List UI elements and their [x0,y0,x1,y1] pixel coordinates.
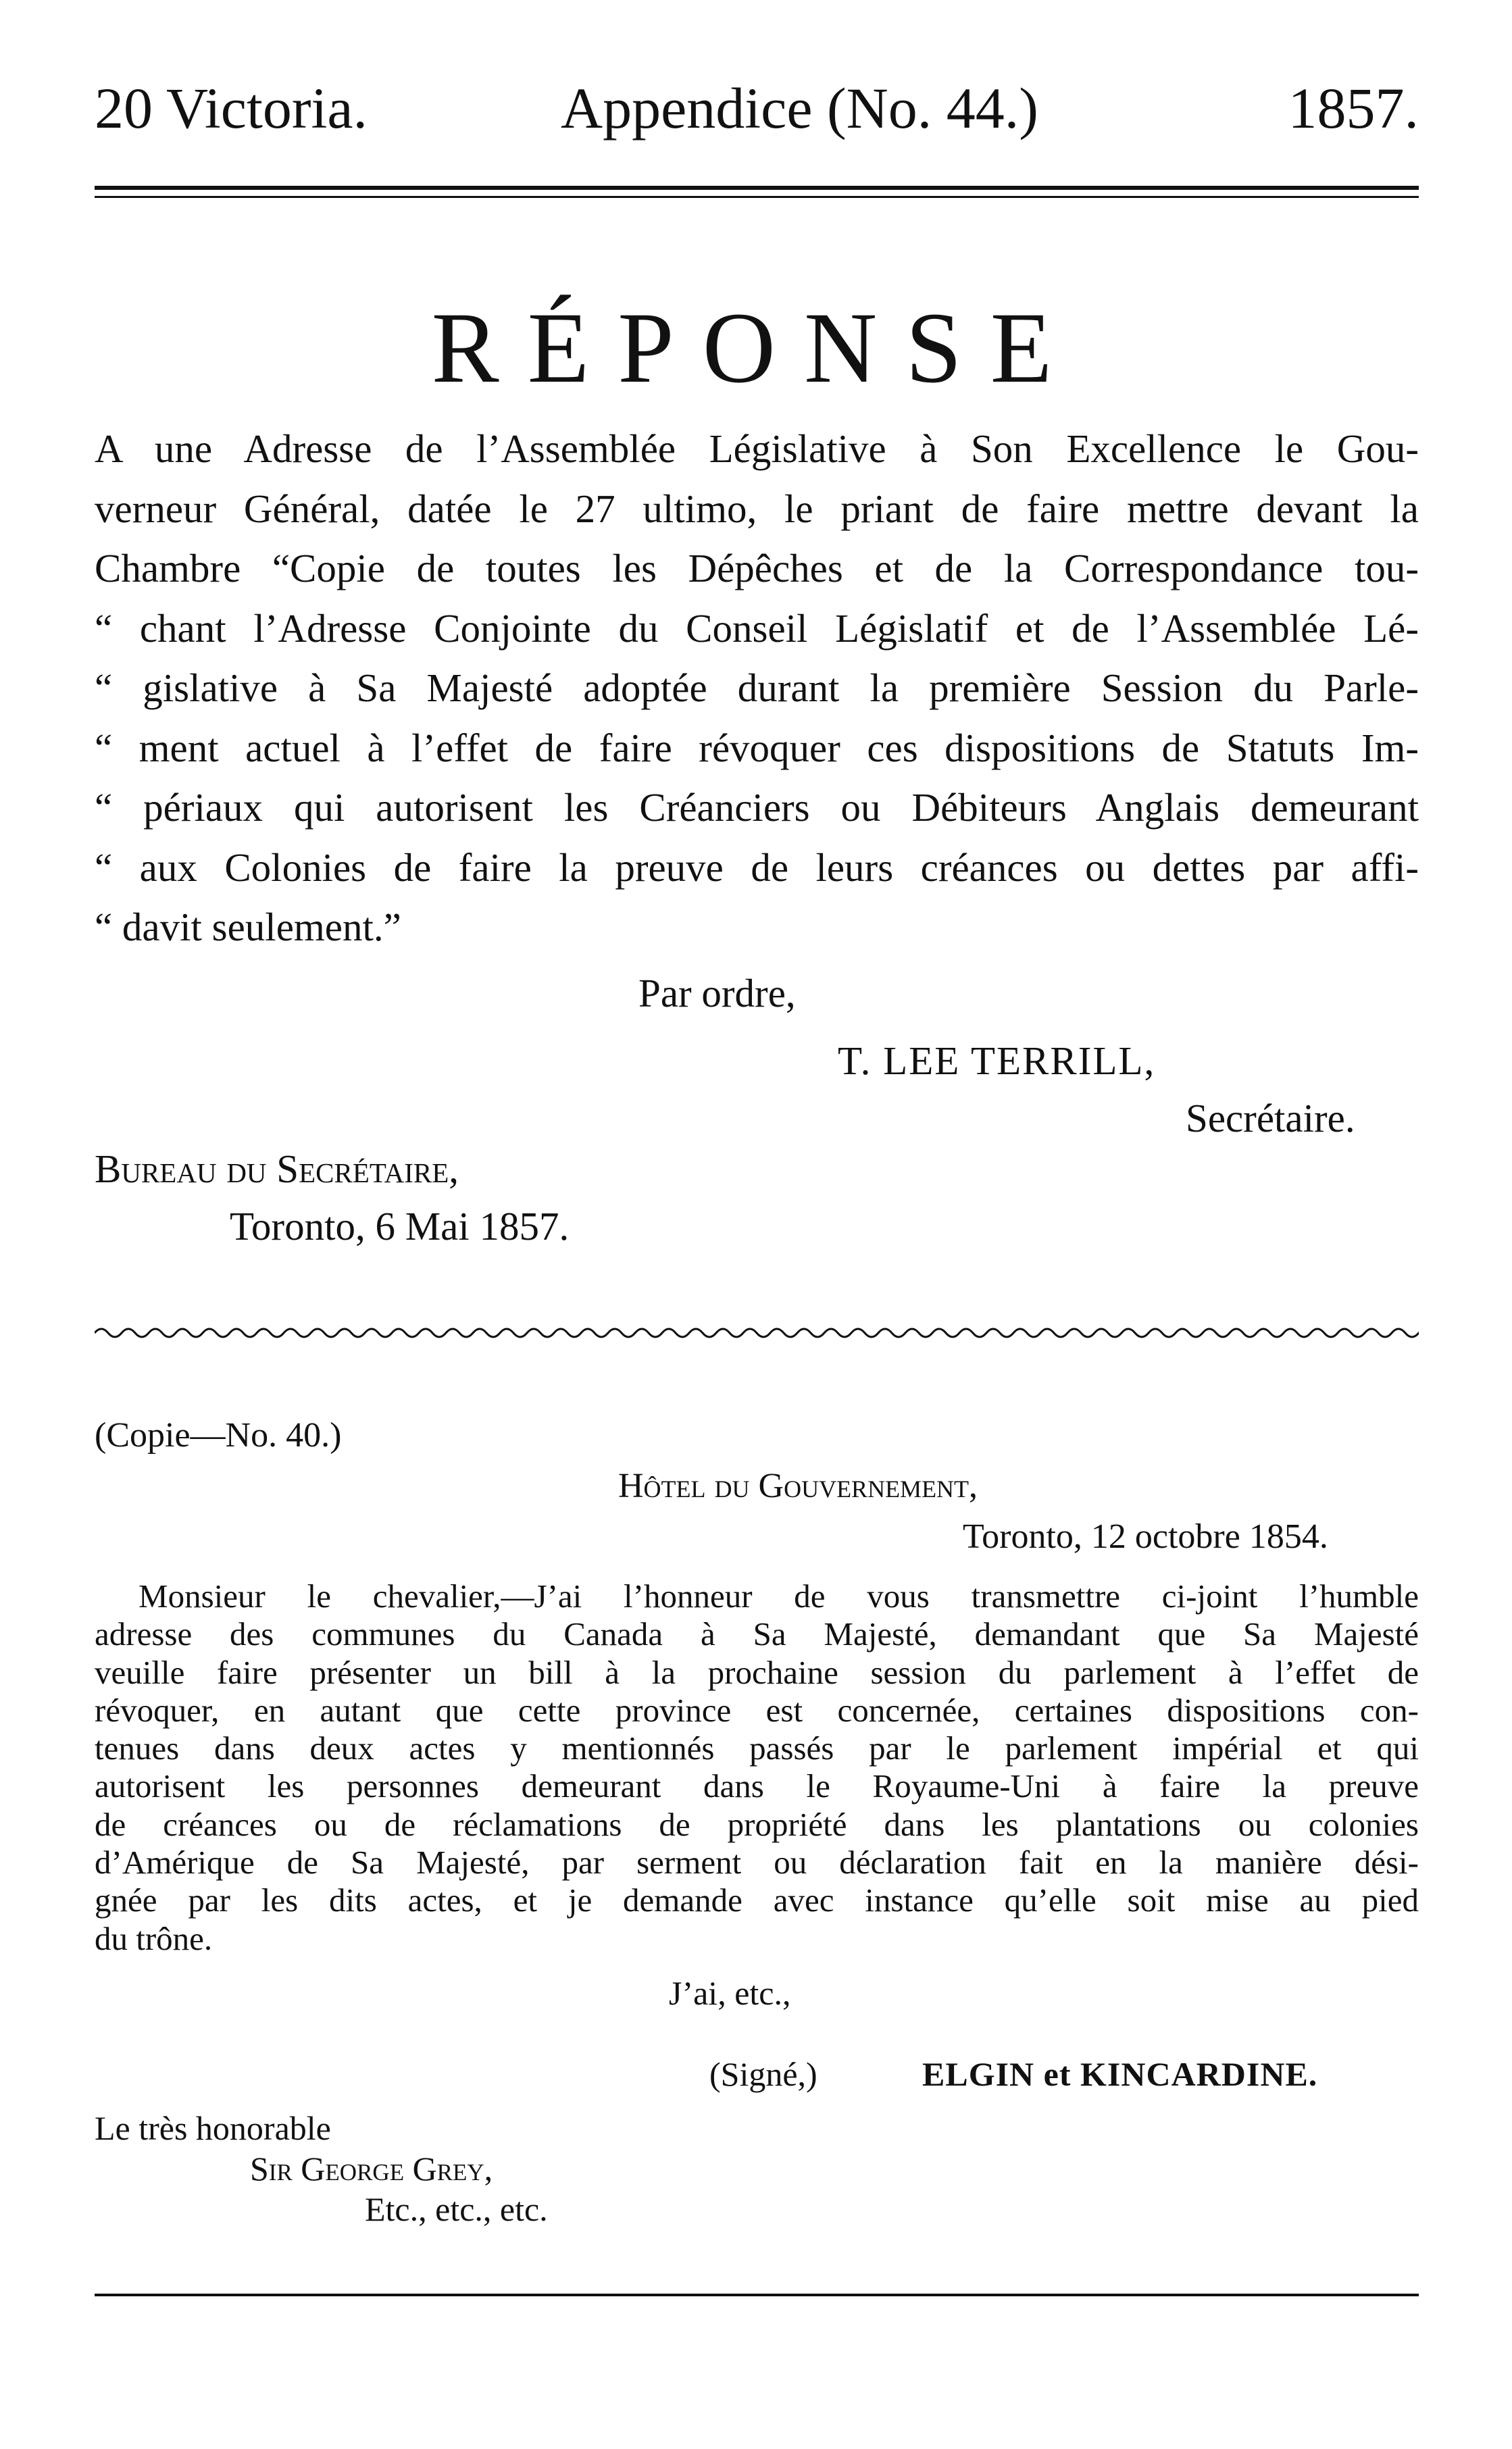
signatory-title: Secrétaire. [1186,1096,1355,1140]
letter-from: Hôtel du Gouvernement, [618,1467,978,1505]
letter-line: veuille faire présenter un bill à la prochaine session du parlement à l’effet de [95,1653,1419,1691]
address-line: “ ment actuel à l’effet de faire révoquer ces dispositions de Statuts Im- [95,725,1419,770]
address-line: A une Adresse de l’Assemblée Législative à Son Excellence le Gou- [95,426,1419,471]
par-ordre: Par ordre, [638,971,796,1015]
address-line: “ aux Colonies de faire la preuve de leurs créances ou dettes par affi- [95,844,1419,890]
signatory-name: T. LEE TERRILL, [838,1038,1156,1083]
letter-place-date: Toronto, 12 octobre 1854. [963,1517,1328,1556]
addressee-line-2: Sir George Grey, [250,2150,493,2188]
letter-closing: J’ai, etc., [669,1974,791,2012]
address-line: “ gislative à Sa Majesté adoptée durant la première Session du Parle- [95,665,1419,710]
letter-line: tenues dans deux actes y mentionnés passés par le parlement impérial et qui [95,1730,1419,1767]
signed-label: (Signé,) [709,2055,817,2093]
address-line: “ périaux qui autorisent les Créanciers ou Débiteurs Anglais demeurant [95,785,1419,830]
header-rule-bottom [95,196,1419,198]
header-appendix: Appendice (No. 44.) [561,76,1038,141]
letter-line: Monsieur le chevalier,—J’ai l’honneur de vous transmettre ci-joint l’humble [138,1577,1419,1615]
address-paragraph [95,419,1419,957]
letter-line: autorisent les personnes demeurant dans le Royaume-Uni à faire la preuve [95,1767,1419,1805]
header-session: 20 Victoria. [95,76,368,141]
address-line: “ davit seulement.” [95,905,401,949]
addressee-line-3: Etc., etc., etc. [365,2190,548,2228]
running-header [95,64,1419,152]
copy-label: (Copie—No. 40.) [95,1416,342,1455]
letter-line: du trône. [95,1919,213,1957]
wavy-divider [95,1321,1419,1341]
letter-line: d’Amérique de Sa Majesté, par serment ou déclaration fait en la manière dési- [95,1844,1419,1882]
letter-line: gnée par les dits actes, et je demande avec instance qu’elle soit mise au pied [95,1882,1419,1919]
signed-name: ELGIN et KINCARDINE. [922,2055,1318,2093]
header-rule-top [95,186,1419,190]
letter-line: de créances ou de réclamations de propriété dans les plantations ou colonies [95,1805,1419,1843]
office-place-date: Toronto, 6 Mai 1857. [230,1204,570,1248]
letter-body [95,1577,1419,1958]
office-name: Bureau du Secrétaire, [95,1146,459,1191]
address-line: “ chant l’Adresse Conjointe du Conseil Législatif et de l’Assemblée Lé- [95,605,1419,651]
address-line: verneur Général, datée le 27 ultimo, le priant de faire mettre devant la [95,486,1419,531]
letter-line: révoquer, en autant que cette province est concernée, certaines dispositions con- [95,1691,1419,1729]
addressee-line-1: Le très honorable [95,2109,331,2147]
page-title: RÉPONSE [431,292,1081,404]
header-year: 1857. [1288,76,1419,141]
footer-rule [95,2294,1419,2296]
address-line: Chambre “Copie de toutes les Dépêches et de la Correspondance tou- [95,546,1419,590]
letter-line: adresse des communes du Canada à Sa Majesté, demandant que Sa Majesté [95,1615,1419,1653]
